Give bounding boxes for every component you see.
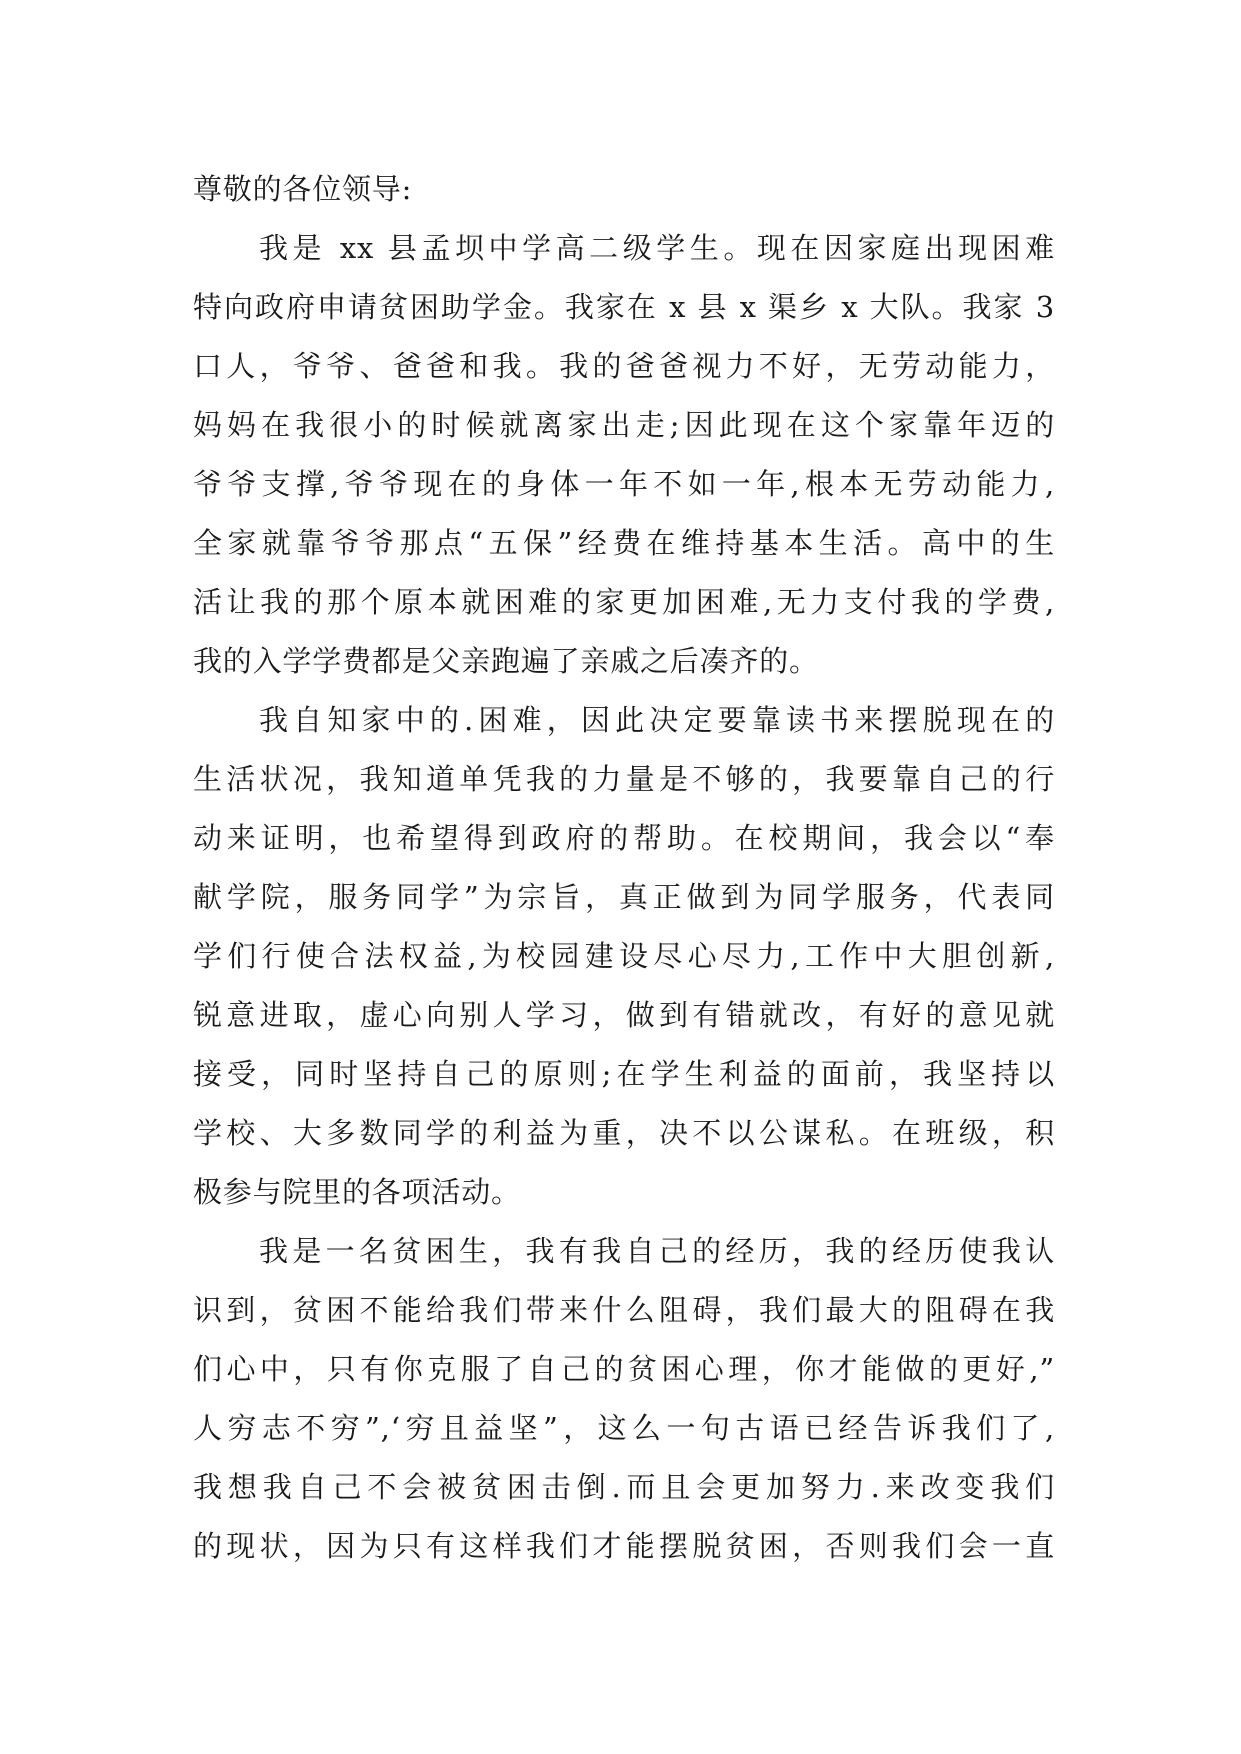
- paragraph-line: 的现状，因为只有这样我们才能摆脱贫困，否则我们会一直: [193, 1529, 1055, 1563]
- paragraph-line: 我的入学学费都是父亲跑遍了亲戚之后凑齐的。: [193, 644, 819, 678]
- paragraph-line: 我是一名贫困生，我有我自己的经历，我的经历使我认: [259, 1234, 1055, 1268]
- paragraph-line: 活让我的那个原本就困难的家更加困难,无力支付我的学费,: [193, 585, 1055, 619]
- paragraph-line: 全家就靠爷爷那点“五保”经费在维持基本生活。高中的生: [193, 526, 1055, 560]
- paragraph-line: 献学院，服务同学”为宗旨，真正做到为同学服务，代表同: [193, 880, 1055, 914]
- paragraph-line: 人穷志不穷”,‘穷且益坚”，这么一句古语已经告诉我们了,: [193, 1411, 1055, 1445]
- paragraph-line: 接受，同时坚持自己的原则;在学生利益的面前，我坚持以: [193, 1057, 1055, 1091]
- paragraph-line: 学校、大多数同学的利益为重，决不以公谋私。在班级，积: [193, 1116, 1055, 1150]
- paragraph-line: 我想我自己不会被贫困击倒.而且会更加努力.来改变我们: [193, 1470, 1055, 1504]
- paragraph-2: [193, 691, 1055, 1222]
- paragraph-line: 我自知家中的.困难，因此决定要靠读书来摆脱现在的: [259, 703, 1055, 737]
- paragraph-line: 生活状况，我知道单凭我的力量是不够的，我要靠自己的行: [193, 762, 1055, 796]
- paragraph-line: 极参与院里的各项活动。: [193, 1175, 521, 1209]
- paragraph-3: [193, 1222, 1055, 1576]
- paragraph-line: 动来证明，也希望得到政府的帮助。在校期间，我会以“奉: [193, 821, 1055, 855]
- paragraph-line: 我是 xx 县孟坝中学高二级学生。现在因家庭出现困难: [259, 231, 1055, 265]
- document-page: [193, 160, 1055, 1576]
- paragraph-line: 锐意进取，虚心向别人学习，做到有错就改，有好的意见就: [193, 998, 1055, 1032]
- paragraph-line: 爷爷支撑,爷爷现在的身体一年不如一年,根本无劳动能力,: [193, 467, 1055, 501]
- paragraph-line: 特向政府申请贫困助学金。我家在 x 县 x 渠乡 x 大队。我家 3: [193, 290, 1055, 324]
- paragraph-line: 妈妈在我很小的时候就离家出走;因此现在这个家靠年迈的: [193, 408, 1055, 442]
- paragraph-line: 识到，贫困不能给我们带来什么阻碍，我们最大的阻碍在我: [193, 1293, 1055, 1327]
- paragraph-1: [193, 219, 1055, 691]
- paragraph-line: 学们行使合法权益,为校园建设尽心尽力,工作中大胆创新,: [193, 939, 1055, 973]
- paragraph-line: 口人，爷爷、爸爸和我。我的爸爸视力不好，无劳动能力，: [193, 349, 1055, 383]
- paragraph-line: 们心中，只有你克服了自己的贫困心理，你才能做的更好,”: [193, 1352, 1055, 1386]
- salutation: 尊敬的各位领导:: [193, 172, 413, 206]
